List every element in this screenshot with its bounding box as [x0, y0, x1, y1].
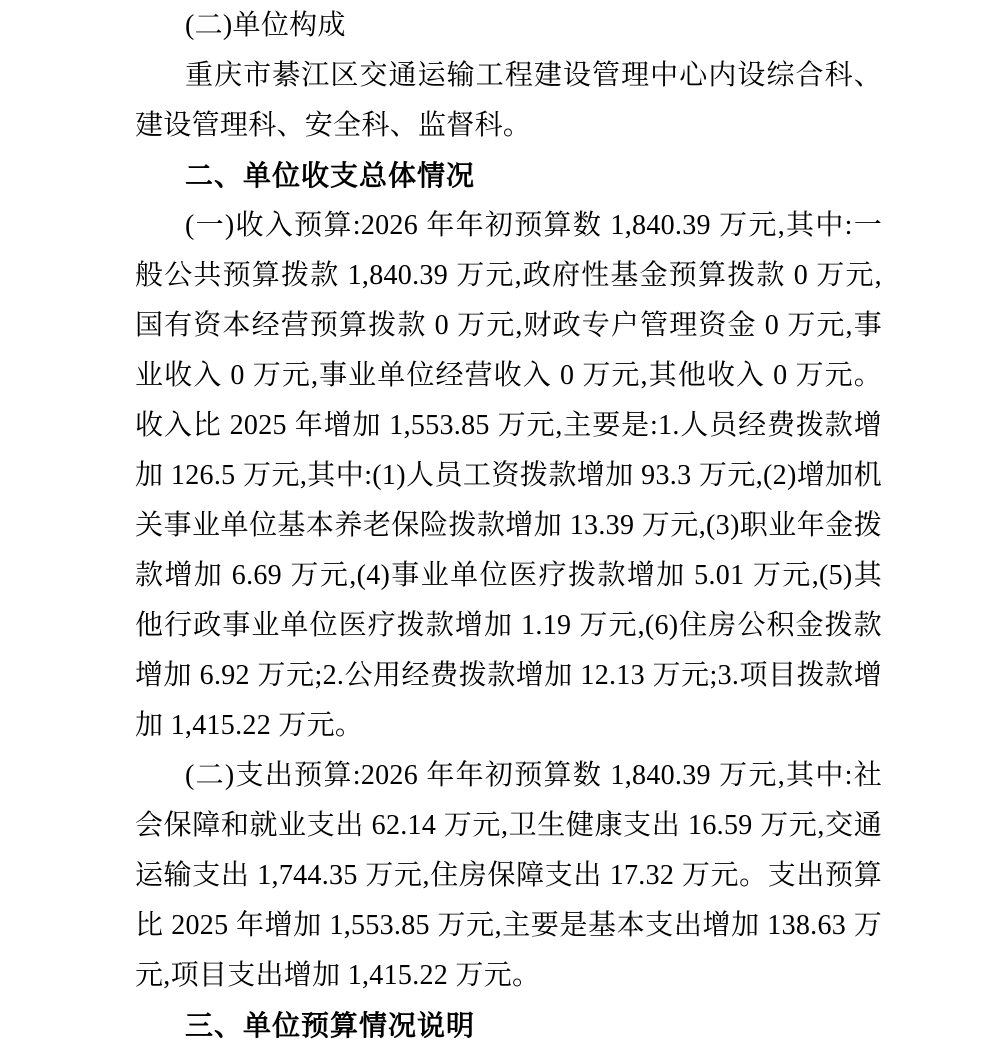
- section-heading-budget-explanation: 三、单位预算情况说明: [185, 1010, 476, 1041]
- paragraph-unit-composition-body: 重庆市綦江区交通运输工程建设管理中心内设综合科、建设管理科、安全科、监督科。: [135, 60, 882, 141]
- subheading-unit-composition: (二)单位构成: [185, 10, 346, 41]
- paragraph-revenue-budget: (一)收入预算:2026 年年初预算数 1,840.39 万元,其中:一般公共预算拨款 1,840.39 万元,政府性基金预算拨款 0 万元,国有资本经营预算拨款 0 万元,财政专户管理资金 0 万元,事业收入 0 万元,事业单位经营收入 0 万元,其他收入 0 万元。收入比 2025 年增加 1,553.85 万元,主要是:1.人员经费拨款增加 126.5 万元,其中:(1)人员工资拨款增加 93.3 万元,(2)增加机关事业单位基本养老保险拨款增加 13.39 万元,(3)职业年金拨款增加 6.69 万元,(4)事业单位医疗拨款增加 5.01 万元,(5)其他行政事业单位医疗拨款增加 1.19 万元,(6)住房公积金拨款增加 6.92 万元;2.公用经费拨款增加 12.13 万元;3.项目拨款增加 1,415.22 万元。: [135, 210, 882, 741]
- section-heading-revenue-expenditure-overview: 二、单位收支总体情况: [185, 160, 476, 191]
- paragraph-expenditure-budget: (二)支出预算:2026 年年初预算数 1,840.39 万元,其中:社会保障和就业支出 62.14 万元,卫生健康支出 16.59 万元,交通运输支出 1,744.35 万元,住房保障支出 17.32 万元。支出预算比 2025 年增加 1,553.85 万元,主要是基本支出增加 138.63 万元,项目支出增加 1,415.22 万元。: [135, 760, 882, 991]
